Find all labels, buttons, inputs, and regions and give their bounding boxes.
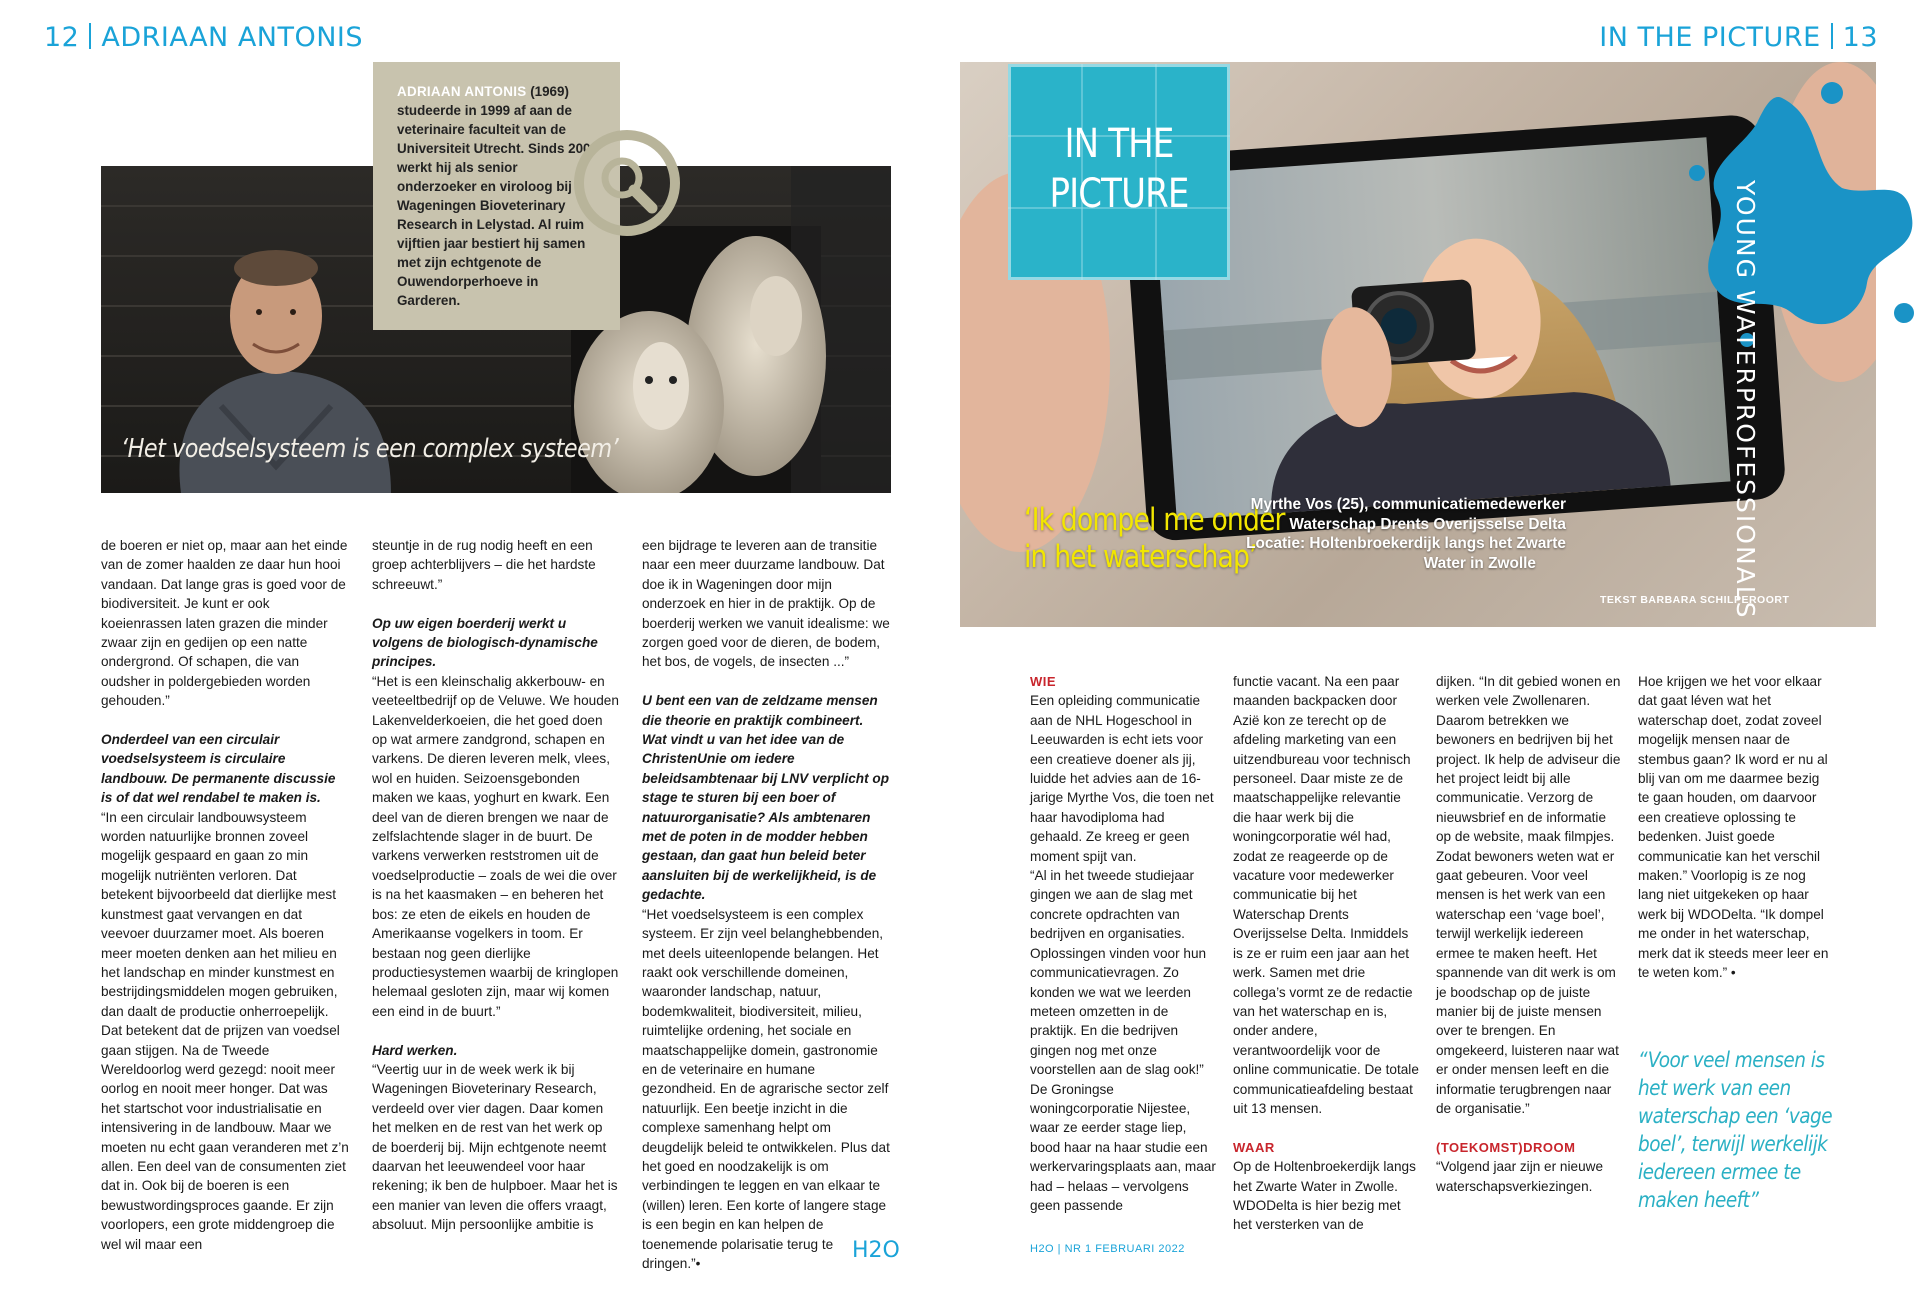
page-footer: H2O | NR 1 FEBRUARI 2022 — [1030, 1243, 1185, 1255]
caption-location-label: Locatie: — [1246, 535, 1306, 552]
section-head-droom: (TOEKOMST)DROOM — [1436, 1139, 1576, 1155]
paragraph: “In een circulair landbouwsysteem worden natuurlijke bronnen zoveel mogelijk gespaard en gaan zo min mogelijk nutriënten verloren. Dat betekent bijvoorbeeld dat dierlijke mest kunstmest gaat vervangen en dat veevoer duurzamer moet. Als boeren meer moeten denken aan het milieu en het landschap en minder kunstmest en bestrijdingsmiddelen mogen gebruiken, dan daalt de productie onherroepelijk. Dat betekent dat de prijzen van voedsel gaan stijgen. Na de Tweede Wereldoorlog werd gezegd: nooit meer oorlog en nooit meer honger. Dat was het startschot voor industrialisatie en intensivering in de landbouw. Maar we moeten nu echt gaan veranderen met z’n allen. Een deel van de consumenten ziet dat in. Ook bij de boeren is een bewustwordingsproces gaande. Er zijn voorlopers, een grote middengroep die wel wil maar een — [101, 809, 349, 1252]
splash-graphic — [1672, 78, 1918, 358]
section-head-waar: WAAR — [1233, 1139, 1275, 1155]
right-column-4 — [1638, 672, 1830, 1002]
badge-title — [1025, 119, 1214, 219]
paragraph: een bijdrage te leveren aan de transitie naar een meer duurzame landbouw. Dat doe ik in Wageningen door mijn onderzoek en hier in de praktijk. Op de boerderij werken we vanuit idealisme: we zorgen goed voor de dieren, de bodem, het bos, de vogels, de insecten ...” — [642, 538, 890, 670]
page-number: 12 — [44, 22, 80, 53]
paragraph: Een opleiding communicatie aan de NHL Hogeschool in Leeuwarden is echt iets voor een creatieve doener als jij, luidde het advies aan de 16-jarige Myrthe Vos, die toen net haar havodiploma had gehaald. Ze kreeg er geen moment spijt van. — [1030, 693, 1214, 864]
paragraph: Op de Holtenbroekerdijk langs het Zwarte Water in Zwolle. WDODelta is hier bezig met het versterken van de — [1233, 1159, 1416, 1233]
left-column-2 — [372, 536, 620, 1254]
pull-quote-line-2: in het waterschap’ — [1024, 539, 1257, 575]
paragraph: Hoe krijgen we het voor elkaar dat gaat léven wat het waterschap doet, zodat zoveel mogelijk mensen naar de stembus gaan? Ik word er nu al blij van om me daarmee bezig te gaan houden, om daarvoor een creatieve oplossing te bedenken. Juist goede communicatie kan het verschil maken.” Voorlopig is ze nog lang niet uitgekeken op haar werk bij WDODelta. “Ik dompel me onder in het waterschap, merk dat ik steeds meer leer en te weten kom.” • — [1638, 674, 1829, 981]
paragraph: de boeren er niet op, maar aan het einde van de zomer haalden ze daar hun hooi vandaan. Dat lange gras is goed voor de biodiversiteit. Je kunt er ook koeienrassen laten grazen die minder zwaar zijn en gedijen op een natte ondergrond. Of schapen, die van oudsher in poldergebieden worden gehouden.” — [101, 538, 348, 709]
pull-quote-line-1: ‘Ik dompel me onder — [1024, 502, 1285, 538]
question: Onderdeel van een circulair voedselsysteem is circulaire landbouw. De permanente discussie is of dat wel rendabel te maken is. — [101, 732, 336, 806]
right-page-header — [1599, 22, 1878, 53]
section-head-wie: WIE — [1030, 674, 1057, 689]
caption-line-3 — [1188, 534, 1566, 554]
question: U bent een van de zeldzame mensen die theorie en praktijk combineert. Wat vindt u van het idee van de ChristenUnie om iedere beleidsambtenaar bij LNV verplicht op stage te sturen bij een boer of natuurorganisatie? Als ambtenaren met de poten in de modder hebben gestaan, dan gaat hun beleid beter aansluiten bij de werkelijkheid, is de gedachte. — [642, 693, 890, 903]
running-title: ADRIAAN ANTONIS — [101, 22, 364, 53]
paragraph: steuntje in de rug nodig heeft en een groep achterblijvers – die het hardste schreeuwt.” — [372, 538, 596, 592]
left-column-1 — [101, 536, 349, 1273]
paragraph: functie vacant. Na een paar maanden backpacken door Azië kon ze terecht op de afdeling marketing van een uitzendbureau voor technisch personeel. Daar miste ze de maatschappelijke relevantie die haar werk bij die woningcorporatie wél had, zodat ze reageerde op de vacature voor medewerker communicatie bij het Waterschap Drents Overijsselse Delta. Inmiddels is ze er ruim een jaar aan het werk. Samen met drie collega’s vormt ze de redactie van het waterschap en is, onder andere, verantwoordelijk voor de online communicatie. De totale communicatieafdeling bestaat uit 13 mensen. — [1233, 674, 1419, 1116]
left-page-header — [44, 22, 363, 53]
question: Hard werken. — [372, 1042, 458, 1058]
vertical-label: YOUNG WATERPROFESSIONALS — [1731, 180, 1760, 620]
paragraph: “Het voedselsysteem is een complex systeem. Er zijn veel belanghebbenden, met deels uiteenlopende belangen. Het raakt ook verschillende domeinen, waaronder landschap, natuur, bodemkwaliteit, biodiversiteit, milieu, ruimtelijke ordening, het sociale en maatschappelijke domein, gastronomie en de veterinaire en humane gezondheid. En de agrarische sector zelf natuurlijk. Een beetje inzicht in die complexe samenhang helpt om deugdelijk beleid te ontwikkelen. Plus dat het goed en noodzakelijk is om verbindingen te leggen en van elkaar te (willen) leren. Een korte of langere stage is een begin en kan helpen de toenemende polarisatie terug te dringen.”• — [642, 906, 890, 1272]
paragraph: “Het is een kleinschalig akkerbouw- en veeteeltbedrijf op de Veluwe. We houden Lakenvelderkoeien, die het goed doen op wat armere zandgrond, schapen en varkens. De dieren leveren melk, vlees, wol en huiden. Seizoensgebonden maken we kaas, yoghurt en kwark. Een deel van de dieren brengen we naar de zelfslachtende slager in de buurt. De varkens verwerken reststromen uit de voedselproductie – zoals de wei die over is na het kaasmaken – en beheren het bos: ze eten de eikels en houden de Amerikaanse vogelkers in toom. Er bestaan nog geen dierlijke productiesystemen waarbij de kringlopen helemaal gesloten zijn, maar wij komen een eind in de buurt.” — [372, 673, 619, 1019]
right-column-3 — [1436, 672, 1622, 1196]
right-column-1 — [1030, 672, 1218, 1235]
bio-text: (1969) studeerde in 1999 af aan de veterinaire faculteit van de Universiteit Utrecht. Sinds 2000 werkt hij als senior onderzoeker en viroloog bij Wageningen Bioveterinary Research in Lelystad. Al ruim vijftien jaar bestiert hij samen met zijn echtgenote de Ouwendorperhoeve in Garderen. — [397, 84, 598, 308]
paragraph: “Veertig uur in de week werk ik bij Wageningen Bioveterinary Research, verdeeld over vier dagen. Daar komen het melken en de rest van het werk op de boerderij bij. Mijn echtgenote neemt daarvan het leeuwendeel voor haar rekening; ik ben de hulpboer. Maar het is een manier van leven die offers vraagt, absoluut. Mijn persoonlijke ambitie is — [372, 1061, 618, 1233]
in-the-picture-badge — [1008, 64, 1230, 280]
question: Op uw eigen boerderij werkt u volgens de biologisch-dynamische principes. — [372, 615, 598, 670]
left-column-3 — [642, 536, 890, 1293]
h2o-logo: H2O — [852, 1238, 900, 1263]
badge-line-2: PICTURE — [1049, 171, 1189, 217]
pull-quote-teal: “Voor veel mensen is het werk van een waterschap een ‘vage boel’, terwijl werkelijk iedereen ermee te maken heeft” — [1638, 1048, 1833, 1212]
caption-line-2: Waterschap Drents Overijsselse Delta — [1289, 515, 1566, 533]
vertical-label-wrap — [1731, 180, 1782, 620]
badge-line-1: IN THE — [1064, 121, 1174, 167]
bio-name: ADRIAAN ANTONIS — [397, 84, 527, 99]
paragraph: “Volgend jaar zijn er nieuwe waterschapsverkiezingen. — [1436, 1159, 1604, 1194]
caption-location: Holtenbroekerdijk langs het Zwarte — [1305, 535, 1566, 552]
running-title: IN THE PICTURE — [1599, 22, 1821, 53]
paragraph: dijken. “In dit gebied wonen en werken vele Zwollenaren. Daarom betrekken we bewoners en bedrijven bij het project. Ik help de adviseur die het project leidt bij alle communicatie. Verzorg de nieuwsbrief en de informatie op de website, maak filmpjes. Zodat bewoners weten wat er gaat gebeuren. Voor veel mensen is het werk van een waterschap een ‘vage boel’, terwijl werkelijk iedereen ermee te maken heeft. Het spannende van dit werk is om je boodschap op de juiste manier bij de juiste mensen over te brengen. En omgekeerd, luisteren naar wat er onder mensen leeft en die informatie terugbrengen naar de organisatie.” — [1436, 674, 1621, 1116]
selfie-caption — [1188, 495, 1566, 573]
right-column-2 — [1233, 672, 1419, 1235]
divider — [1831, 23, 1833, 49]
magnifier-icon — [572, 128, 682, 238]
paragraph: “Al in het tweede studiejaar gingen we aan de slag met concrete opdrachten van bedrijven en organisaties. Oplossingen vinden voor hun communicatievragen. Zo konden we wat we leerden meteen omzetten in de praktijk. En die bedrijven gingen nog met onze voorstellen aan de slag ook!” De Groningse woningcorporatie Nijestee, waar ze eerder stage liep, bood haar na haar studie een werkervaringsplaats aan, maar had – helaas – vervolgens geen passende — [1030, 868, 1216, 1213]
caption-line-1: Myrthe Vos (25), communicatiemedewerker — [1250, 496, 1566, 513]
photo-caption: ‘Het voedselsysteem is een complex systeem’ — [121, 434, 619, 464]
photo-credit: TEKST BARBARA SCHILPEROORT — [1600, 594, 1790, 606]
page-number: 13 — [1842, 22, 1878, 53]
caption-line-4: Water in Zwolle — [1423, 554, 1536, 572]
divider — [89, 23, 91, 49]
